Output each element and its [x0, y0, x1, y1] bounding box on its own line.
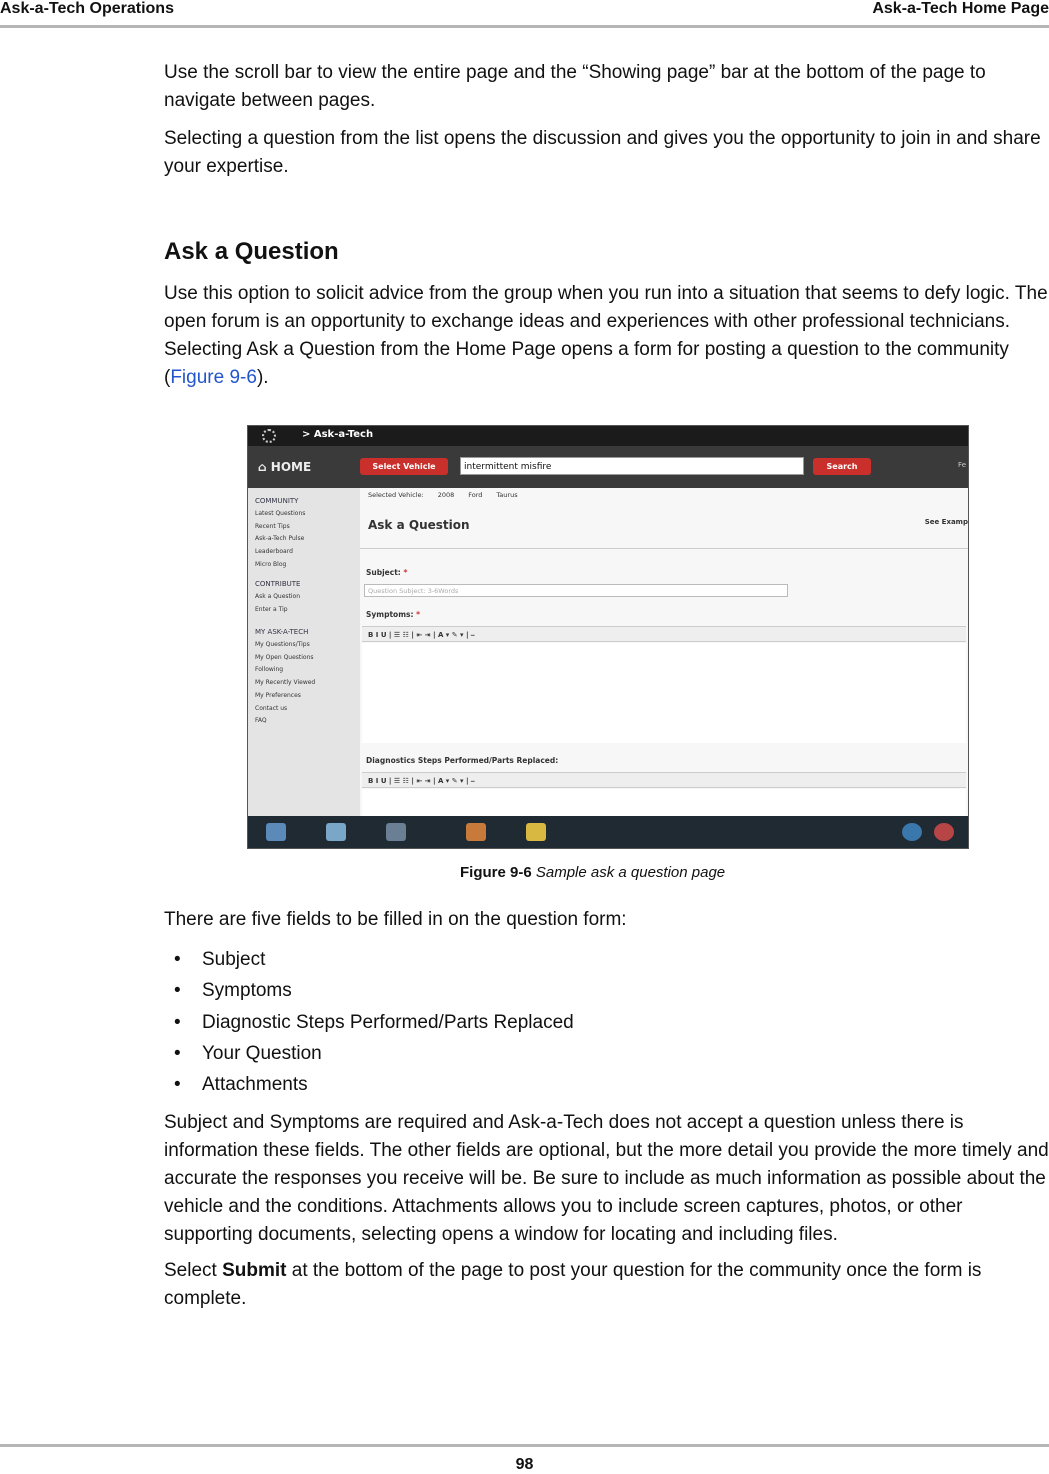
search-input[interactable]: intermittent misfire: [460, 457, 804, 475]
gear-icon: [262, 429, 276, 443]
subject-label-text: Subject:: [366, 568, 401, 577]
sidebar-item[interactable]: Micro Blog: [255, 560, 287, 568]
required-mark: *: [403, 568, 408, 577]
bullet: •: [174, 1074, 181, 1096]
sidebar-item[interactable]: My Recently Viewed: [255, 679, 316, 687]
divider: [360, 548, 968, 549]
tools-icon[interactable]: [386, 823, 406, 841]
sidebar-section-community: COMMUNITY: [255, 497, 299, 505]
home-icon[interactable]: [266, 823, 286, 841]
sidebar-item[interactable]: Recent Tips: [255, 522, 290, 530]
sidebar-item[interactable]: Contact us: [255, 704, 288, 712]
subject-label: [366, 568, 407, 577]
submit-text-before: Select: [164, 1260, 223, 1281]
sidebar-item[interactable]: My Questions/Tips: [255, 641, 310, 648]
wifi-icon[interactable]: [902, 823, 922, 841]
breadcrumb-item[interactable]: Taurus: [496, 491, 518, 499]
page-number: 98: [515, 1456, 534, 1473]
list-icon[interactable]: [326, 823, 346, 841]
breadcrumb: [368, 491, 532, 499]
select-vehicle-button[interactable]: Select Vehicle: [360, 458, 448, 475]
app-title: > Ask-a-Tech: [302, 429, 374, 440]
figure-link[interactable]: Figure 9-6: [170, 367, 257, 388]
bullet: •: [174, 1011, 181, 1033]
main-panel: [360, 488, 968, 816]
header-rule: [0, 25, 1049, 28]
sidebar-item[interactable]: Enter a Tip: [255, 605, 288, 613]
page-title: Ask a Question: [368, 518, 470, 532]
footer-rule: [0, 1444, 1049, 1447]
submit-paragraph: [164, 1257, 1048, 1313]
home-label: HOME: [270, 460, 312, 474]
bottom-toolbar: [248, 816, 968, 848]
sidebar-item[interactable]: My Open Questions: [255, 653, 314, 661]
figure-caption: [460, 864, 725, 881]
folder-icon[interactable]: [526, 823, 546, 841]
breadcrumb-item[interactable]: 2008: [437, 491, 455, 499]
see-example-link[interactable]: See Examp: [924, 518, 968, 526]
home-link[interactable]: ⌂ HOME: [258, 460, 312, 474]
field-name: Diagnostic Steps Performed/Parts Replaced: [202, 1011, 574, 1033]
diagnostics-label: Diagnostics Steps Performed/Parts Replaced:: [366, 756, 559, 765]
diagnostics-editor[interactable]: [362, 789, 966, 816]
bullet: •: [174, 1042, 181, 1064]
sidebar-item[interactable]: Ask-a-Tech Pulse: [255, 535, 305, 543]
bullet: •: [174, 949, 181, 970]
nav-bar: [248, 446, 968, 488]
figure-caption-text: Sample ask a question page: [535, 864, 726, 881]
figure-label: Figure 9-6: [460, 864, 532, 881]
sidebar-item[interactable]: My Preferences: [255, 691, 301, 699]
header-right: Ask-a-Tech Home Page: [872, 0, 1049, 17]
section-paragraph: [164, 280, 1048, 392]
field-list: [164, 944, 1048, 1100]
bullet: •: [174, 980, 181, 1002]
app-title-bar: [248, 426, 968, 446]
diagnostics-toolbar[interactable]: B I U | ☰ ☷ | ⇤ ⇥ | A ▾ ✎ ▾ | ⎯: [362, 772, 966, 788]
people-icon[interactable]: [466, 823, 486, 841]
section-text-before: Use this option to solicit advice from the group when you run into a situation that seems to defy logic. The open forum is an opportunity to exchange ideas and experiences with other professional technicians. Selecting Ask a Question from the Home Page opens a form for posting a question to the community (: [164, 283, 1048, 388]
subject-input[interactable]: Question Subject: 3-6Words: [364, 584, 788, 597]
field-list-item: [164, 975, 1048, 1006]
field-name: Attachments: [202, 1074, 308, 1096]
list-intro: There are five fields to be filled in on the question form:: [164, 909, 627, 930]
field-list-item: [164, 1038, 1048, 1069]
sidebar-section-contribute: CONTRIBUTE: [255, 580, 301, 588]
intro-paragraph-2: Selecting a question from the list opens the discussion and gives you the opportunity to join in and share your expertise.: [164, 128, 1041, 177]
field-name: Symptoms: [202, 980, 292, 1002]
running-header: [0, 0, 1049, 22]
section-heading: Ask a Question: [164, 238, 339, 265]
sidebar-section-my: MY ASK-A-TECH: [255, 628, 309, 636]
sidebar-item[interactable]: Ask a Question: [255, 593, 301, 600]
field-list-item: [164, 944, 1048, 975]
breadcrumb-item: Selected Vehicle:: [368, 491, 424, 499]
symptoms-editor[interactable]: [362, 643, 966, 743]
field-list-item: [164, 1069, 1048, 1100]
symptoms-label-text: Symptoms:: [366, 610, 414, 619]
submit-text-after: at the bottom of the page to post your question for the community once the form is complete.: [164, 1260, 982, 1309]
field-name: Subject: [202, 949, 266, 970]
sidebar-item[interactable]: Leaderboard: [255, 548, 293, 556]
required-mark: *: [416, 610, 421, 619]
field-list-item: [164, 1007, 1048, 1038]
sidebar-item[interactable]: Latest Questions: [255, 510, 306, 517]
submit-keyword: Submit: [222, 1260, 287, 1281]
section-text-after: ).: [256, 367, 269, 388]
symptoms-label: [366, 610, 420, 619]
sidebar: [248, 488, 360, 816]
details-paragraph: Subject and Symptoms are required and Ask-a-Tech does not accept a question unless there is information these fields. The other fields are optional, but the more detail you provide the more timely and accurate the responses you receive will be. Be sure to include as much information as possible about the vehicle and the conditions. Attachments allows you to include screen captures, photos, or other supporting documents, selecting opens a window for locating and including files.: [164, 1112, 1049, 1245]
top-right-fragment[interactable]: Fe: [958, 461, 966, 469]
breadcrumb-item[interactable]: Ford: [468, 491, 483, 499]
field-name: Your Question: [202, 1042, 322, 1064]
header-left: Ask-a-Tech Operations: [0, 0, 174, 17]
figure-screenshot: [247, 425, 969, 849]
sidebar-item[interactable]: Following: [255, 666, 284, 674]
search-button[interactable]: Search: [813, 458, 871, 475]
symptoms-toolbar[interactable]: B I U | ☰ ☷ | ⇤ ⇥ | A ▾ ✎ ▾ | ⎯: [362, 626, 966, 642]
sidebar-item[interactable]: FAQ: [255, 717, 267, 725]
intro-paragraph-1: Use the scroll bar to view the entire page and the “Showing page” bar at the bottom of the page to navigate between pages.: [164, 62, 986, 111]
shop-icon[interactable]: [934, 823, 954, 841]
